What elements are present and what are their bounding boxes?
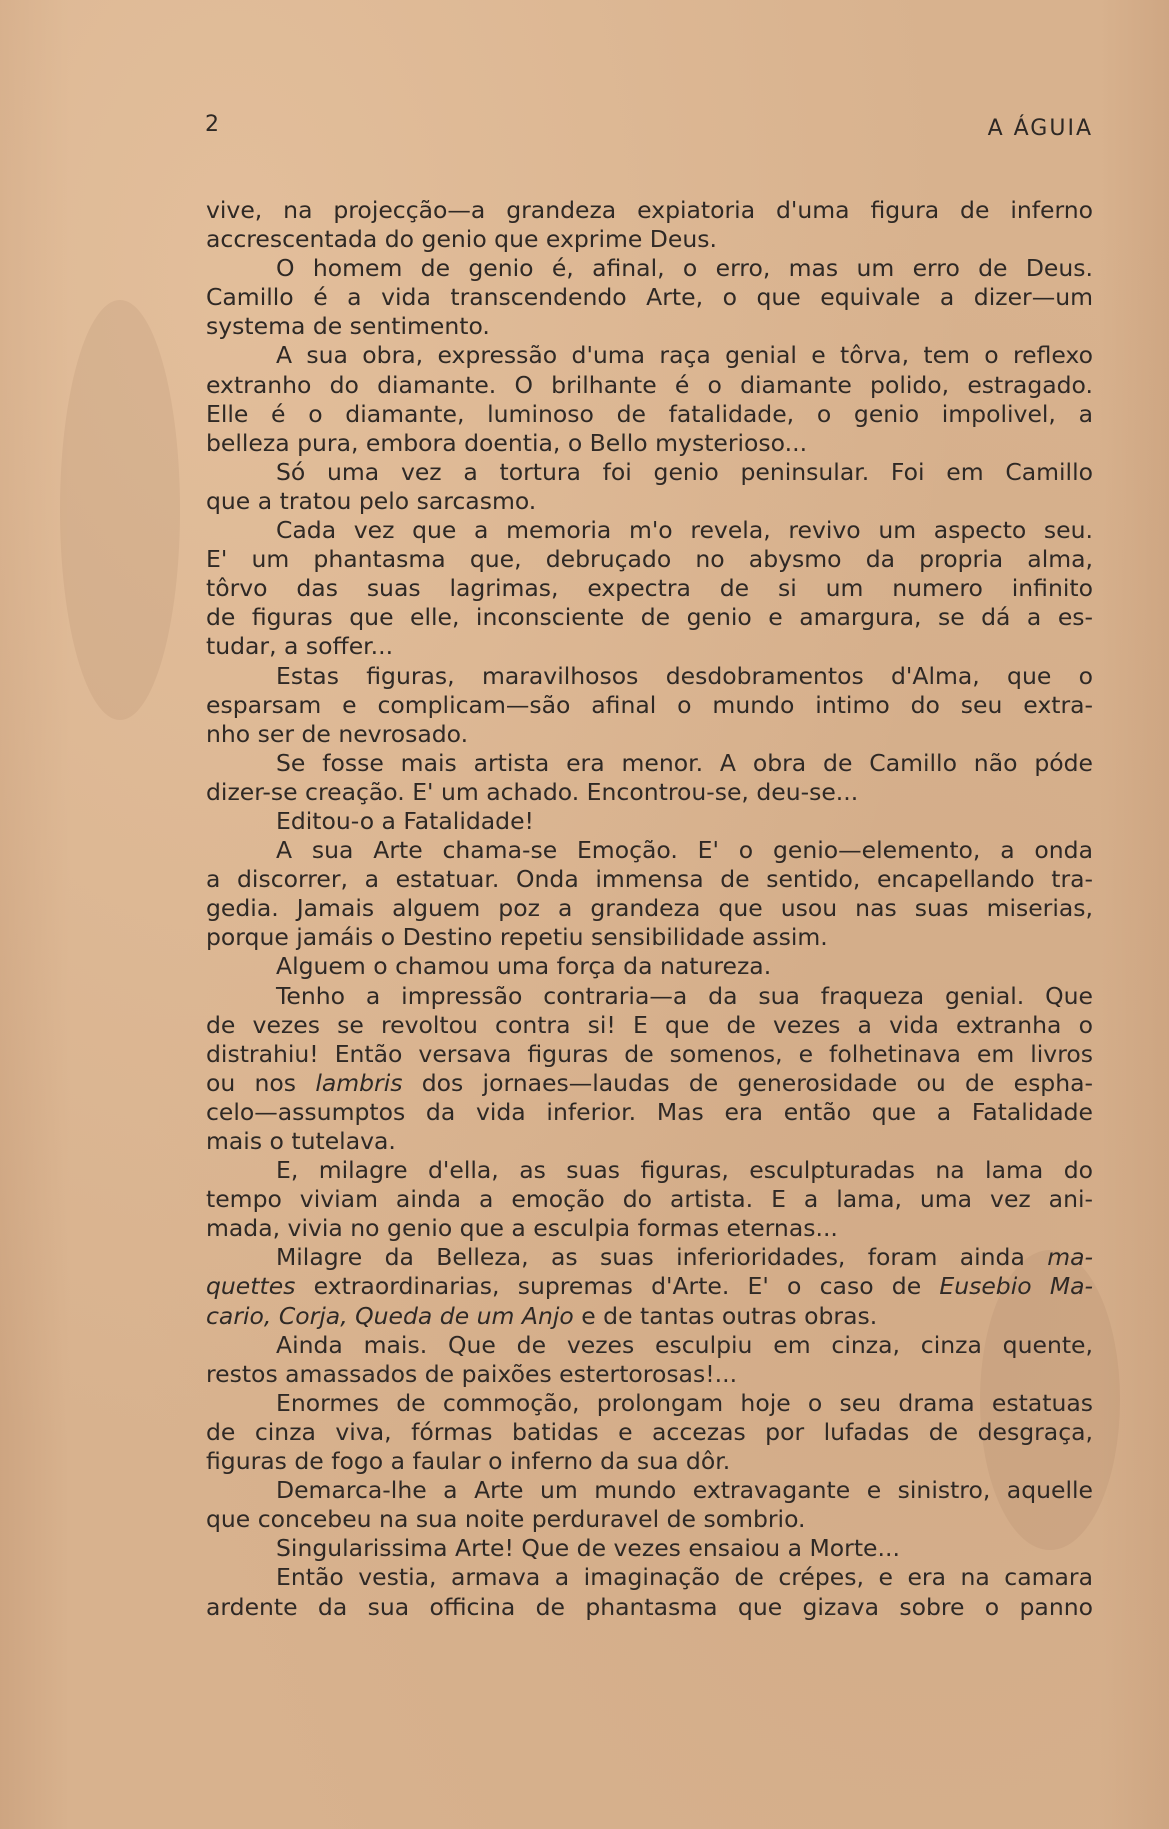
text-line: cario, Corja, Queda de um Anjo e de tantas outras obras. (206, 1301, 878, 1330)
text-line: tempo viviam ainda a emoção do artista. E a lama, uma vez ani- (206, 1185, 1093, 1214)
text-line: esparsam e complicam—são afinal o mundo intimo do seu extra- (206, 690, 1093, 719)
text-line: vive, na projecção—a grandeza expiatoria d'uma figura de inferno (206, 196, 1093, 224)
text-line: Demarca-lhe a Arte um mundo extravagante e sinistro, aquelle (276, 1476, 1093, 1505)
text-line: Cada vez que a memoria m'o revela, revivo um aspecto seu. (276, 516, 1093, 545)
text-line: extranho do diamante. O brilhante é o diamante polido, estragado. (206, 370, 1093, 399)
italic-title: ma- (1047, 1243, 1093, 1272)
text-line: Milagre da Belleza, as suas inferioridades, foram ainda ma- (276, 1243, 1093, 1272)
text-line: A sua obra, expressão d'uma raça genial e tôrva, tem o reflexo (276, 341, 1093, 370)
running-head: A ÁGUIA (987, 116, 1093, 141)
text-line: accrescentada do genio que exprime Deus. (206, 225, 717, 254)
text-line: mais o tutelava. (206, 1127, 396, 1155)
italic-title: quettes (206, 1272, 296, 1301)
text-line: Alguem o chamou uma força da natureza. (276, 952, 772, 981)
text-line: E' um phantasma que, debruçado no abysmo da propria alma, (206, 545, 1093, 574)
text-line: figuras de fogo a faular o inferno da sua dôr. (206, 1447, 731, 1476)
page-header (205, 112, 1093, 148)
text-line: Singularissima Arte! Que de vezes ensaiou a Morte... (276, 1534, 900, 1563)
italic-title: lambris (315, 1068, 403, 1097)
text-line: Enormes de commoção, prolongam hoje o seu drama estatuas (276, 1388, 1093, 1417)
text-line: quettes extraordinarias, supremas d'Arte. E' o caso de Eusebio Ma- (206, 1272, 1093, 1301)
text-line: Elle é o diamante, luminoso de fatalidade, o genio impolivel, a (206, 399, 1093, 428)
text-line: ou nos lambris dos jornaes—laudas de generosidade ou de espha- (206, 1068, 1093, 1097)
text-line: distrahiu! Então versava figuras de somenos, e folhetinava em livros (206, 1039, 1093, 1068)
text-line: celo—assumptos da vida inferior. Mas era então que a Fatalidade (206, 1097, 1093, 1126)
text-line: tôrvo das suas lagrimas, expectra de si um numero infinito (206, 574, 1093, 603)
text-line: nho ser de nevrosado. (206, 719, 469, 748)
text-line: dizer-se creação. E' um achado. Encontrou-se, deu-se... (206, 777, 859, 806)
text-line: Camillo é a vida transcendendo Arte, o que equivale a dizer—um (206, 283, 1093, 312)
text-line: Tenho a impressão contraria—a da sua fraqueza genial. Que (276, 981, 1093, 1010)
text-line: Editou-o a Fatalidade! (276, 806, 534, 835)
text-line: restos amassados de paixões estertorosas!... (206, 1359, 738, 1388)
italic-title: Eusebio Ma- (939, 1272, 1093, 1301)
page-number: 2 (205, 112, 220, 137)
text-line: Ainda mais. Que de vezes esculpiu em cinza, cinza quente, (276, 1330, 1093, 1359)
text-line: mada, vivia no genio que a esculpia formas eternas... (206, 1214, 838, 1243)
text-line: tudar, a soffer... (206, 632, 394, 661)
text-line: de cinza viva, fórmas batidas e accezas por lufadas de desgraça, (206, 1417, 1093, 1446)
text-line: gedia. Jamais alguem poz a grandeza que usou nas suas miserias, (206, 894, 1093, 923)
text-line: a discorrer, a estatuar. Onda immensa de sentido, encapellando tra- (206, 865, 1093, 894)
paper-stain (60, 300, 180, 720)
text-line: O homem de genio é, afinal, o erro, mas um erro de Deus. (276, 254, 1093, 283)
text-line: porque jamáis o Destino repetiu sensibilidade assim. (206, 923, 828, 952)
text-line: Se fosse mais artista era menor. A obra de Camillo não póde (276, 748, 1093, 777)
text-line: belleza pura, embora doentia, o Bello mysterioso... (206, 428, 808, 457)
text-line: systema de sentimento. (206, 312, 490, 341)
text-line: ardente da sua officina de phantasma que gizava sobre o panno (206, 1592, 1093, 1621)
text-line: A sua Arte chama-se Emoção. E' o genio—elemento, a onda (276, 836, 1093, 865)
text-line: de vezes se revoltou contra si! E que de vezes a vida extranha o (206, 1010, 1093, 1039)
text-line: E, milagre d'ella, as suas figuras, esculpturadas na lama do (276, 1156, 1093, 1185)
italic-title: cario, Corja, Queda de um Anjo (206, 1301, 574, 1330)
text-line: que a tratou pelo sarcasmo. (206, 486, 537, 515)
text-line: que concebeu na sua noite perduravel de sombrio. (206, 1505, 806, 1534)
text-line: Então vestia, armava a imaginação de crépes, e era na camara (276, 1563, 1093, 1592)
text-line: de figuras que elle, inconsciente de genio e amargura, se dá a es- (206, 603, 1093, 632)
text-line: Estas figuras, maravilhosos desdobramentos d'Alma, que o (276, 661, 1093, 690)
article-body (206, 196, 1093, 1622)
text-line: Só uma vez a tortura foi genio peninsular. Foi em Camillo (276, 457, 1093, 486)
